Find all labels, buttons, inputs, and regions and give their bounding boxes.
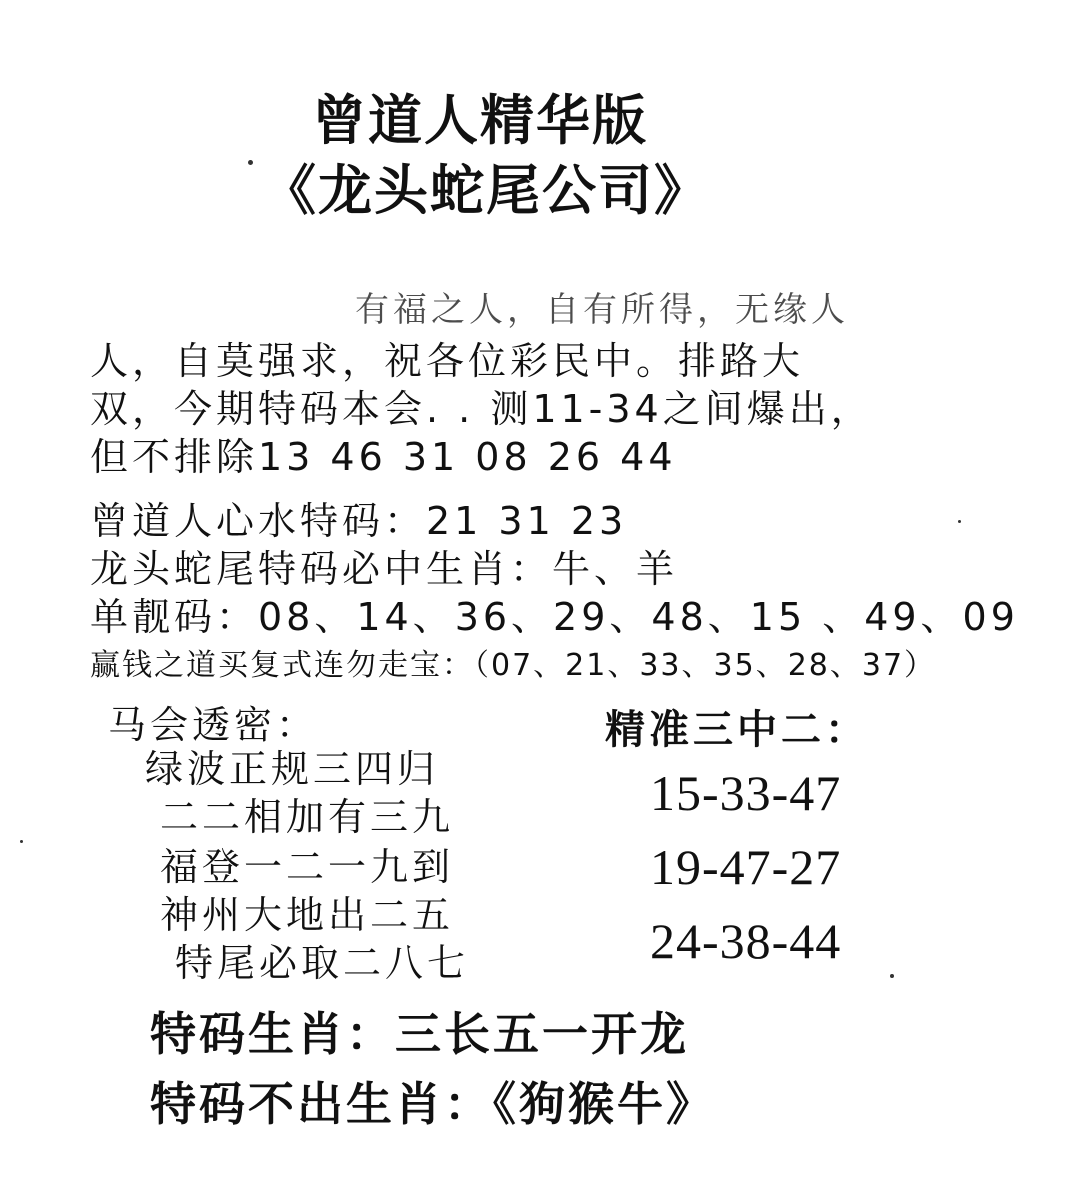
pick-set: 15-33-47 (650, 765, 842, 821)
scan-speck (890, 974, 894, 978)
intro-line-3: 双，今期特码本会. . 测11-34之间爆出， (90, 387, 873, 431)
info-line-3: 单靓码：08、14、36、29、48、15 、49、09 (90, 595, 1019, 639)
footer-line-2: 特码不出生肖：《狗猴牛》 (150, 1077, 715, 1131)
pick-set: 19-47-27 (650, 839, 842, 895)
scan-speck (958, 520, 961, 523)
intro-line-1: 有福之人，自有所得，无缘人 (355, 290, 849, 330)
riddle-line: 二二相加有三九 (160, 795, 455, 839)
intro-line-4: 但不排除13 46 31 08 26 44 (90, 435, 677, 479)
info-line-2: 龙头蛇尾特码必中生肖：牛、羊 (90, 547, 679, 591)
riddle-line: 绿波正规三四归 (145, 747, 440, 791)
info-line-4: 赢钱之道买复式连勿走宝：（07、21、33、35、28、37） (90, 648, 937, 683)
footer-line-1: 特码生肖：三长五一开龙 (150, 1007, 689, 1061)
pick-set: 24-38-44 (650, 913, 842, 969)
scan-speck (20, 840, 23, 843)
page-subtitle: 《龙头蛇尾公司》 (262, 159, 710, 222)
picks-heading: 精准三中二： (605, 707, 869, 753)
info-line-1: 曾道人心水特码：21 31 23 (90, 499, 628, 543)
riddle-line: 神州大地出二五 (160, 893, 455, 937)
page-title: 曾道人精华版 (312, 89, 648, 152)
riddle-heading: 马会透密： (108, 703, 319, 747)
riddle-line: 福登一二一九到 (160, 845, 455, 889)
riddle-line: 特尾必取二八七 (175, 941, 470, 985)
scan-speck (248, 160, 253, 165)
intro-line-2: 人，自莫强求，祝各位彩民中。排路大 (90, 339, 805, 383)
